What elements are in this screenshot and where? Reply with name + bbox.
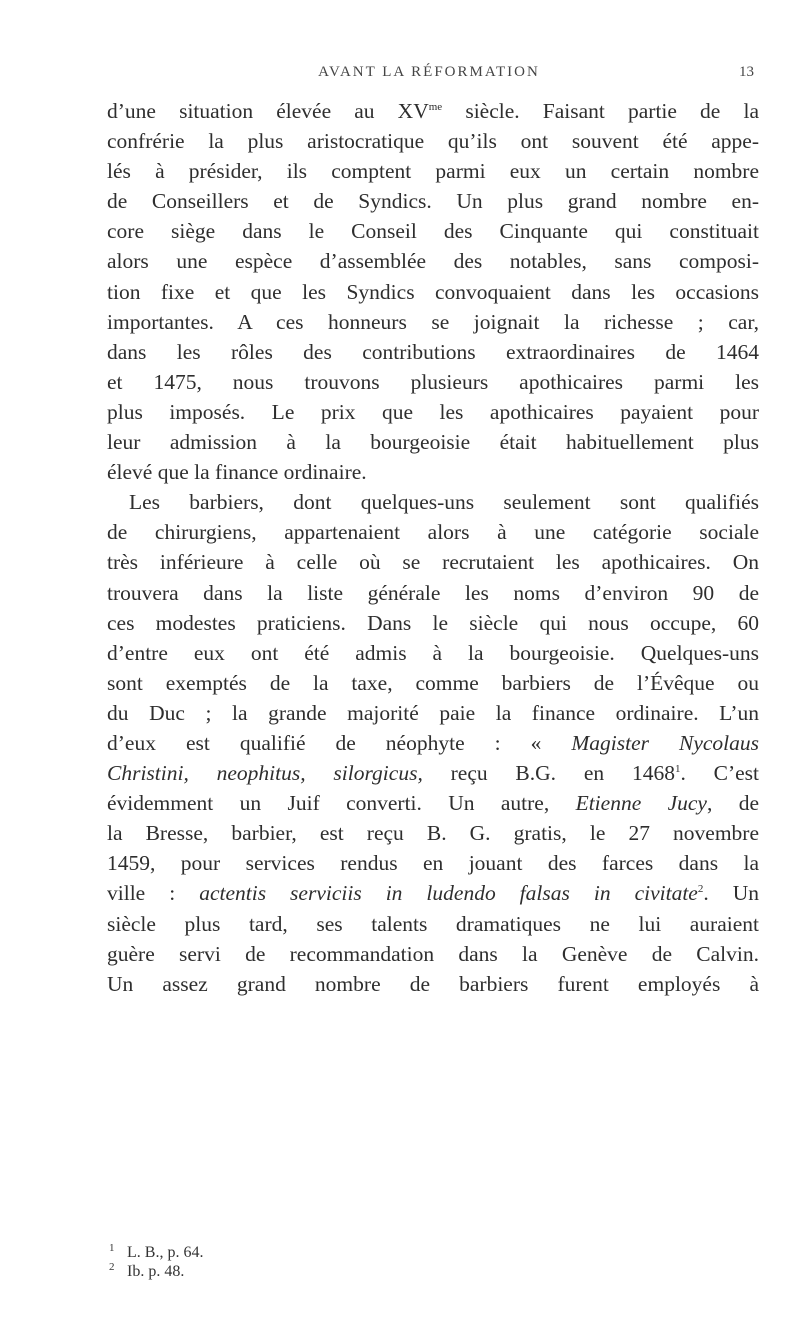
text-line: d’eux est qualifié de néophyte : « Magister Nycolaus: [107, 730, 759, 755]
text-line: sont exemptés de la taxe, comme barbiers de l’Évêque ou: [107, 670, 759, 695]
text-line: 1459, pour services rendus en jouant des farces dans la: [107, 851, 759, 876]
text-line: dans les rôles des contributions extraordinaires de 1464: [107, 339, 759, 364]
footnote-ref: 2: [697, 883, 704, 896]
text-line: plus imposés. Le prix que les apothicaires payaient pour: [107, 399, 759, 424]
latin-quote: Magister Nycolaus: [571, 730, 759, 755]
latin-quote: Christini, neophitus, silorgicus,: [107, 761, 423, 786]
footnote-mark: 1: [109, 1242, 115, 1254]
text-line: élevé que la finance ordinaire.: [107, 460, 367, 485]
text-line: importantes. A ces honneurs se joignait la richesse ; car,: [107, 309, 759, 334]
latin-quote: actentis serviciis in ludendo falsas in civitate: [199, 881, 698, 906]
text-line: confrérie la plus aristocratique qu’ils ont souvent été appe-: [107, 129, 759, 154]
text-line: très inférieure à celle où se recrutaient les apothicaires. On: [107, 550, 759, 575]
running-title: AVANT LA RÉFORMATION: [318, 64, 540, 80]
text-line: la Bresse, barbier, est reçu B. G. gratis, le 27 novembre: [107, 821, 759, 846]
text-line: d’une situation élevée au $XV^{me}$ siècle. Faisant partie de la: [107, 99, 759, 123]
footnote-ref: 1: [674, 763, 681, 776]
text-line: leur admission à la bourgeoisie était habituellement plus: [107, 430, 759, 455]
text-line: alors une espèce d’assemblée des notables, sans composi-: [107, 249, 759, 274]
text-line: d’entre eux ont été admis à la bourgeoisie. Quelques-uns: [107, 640, 759, 665]
footnote: 1 L. B., p. 64.: [107, 1243, 507, 1262]
text-line: trouvera dans la liste générale les noms d’environ 90 de: [107, 580, 759, 605]
text-line: Christini, neophitus, silorgicus, reçu B.G. en 1468$^1$. C’est: [107, 761, 760, 786]
footnote: 2 Ib. p. 48.: [107, 1262, 507, 1281]
text-line: du Duc ; la grande majorité paie la finance ordinaire. L’un: [107, 700, 759, 725]
text-line: ville : actentis serviciis in ludendo falsas in civitate$^2$. Un: [107, 881, 760, 906]
text-line: siècle plus tard, ses talents dramatiques ne lui auraient: [107, 911, 759, 936]
text-line: évidemment un Juif converti. Un autre, Etienne Jucy, de: [107, 791, 760, 816]
text-line: et 1475, nous trouvons plusieurs apothicaires parmi les: [107, 369, 759, 394]
footnotes: [107, 1243, 507, 1281]
text-line: ces modestes praticiens. Dans le siècle qui nous occupe, 60: [107, 610, 759, 635]
text-line: core siège dans le Conseil des Cinquante qui constituait: [107, 219, 759, 244]
text-line: guère servi de recommandation dans la Genève de Calvin.: [107, 941, 759, 966]
running-head: [104, 64, 754, 88]
text-line: Un assez grand nombre de barbiers furent employés à: [107, 971, 759, 996]
page-number: 13: [739, 64, 754, 80]
footnote-mark: 2: [109, 1261, 115, 1273]
text-line: lés à présider, ils comptent parmi eux un certain nombre: [107, 159, 759, 184]
person-name: Etienne Jucy: [575, 791, 707, 816]
text-line: tion fixe et que les Syndics convoquaient dans les occasions: [107, 279, 759, 304]
body-text: [107, 96, 759, 999]
text-line: de Conseillers et de Syndics. Un plus grand nombre en-: [107, 189, 759, 214]
text-line: de chirurgiens, appartenaient alors à une catégorie sociale: [107, 520, 759, 545]
text-line: Les barbiers, dont quelques-uns seulement sont qualifiés: [129, 490, 759, 515]
